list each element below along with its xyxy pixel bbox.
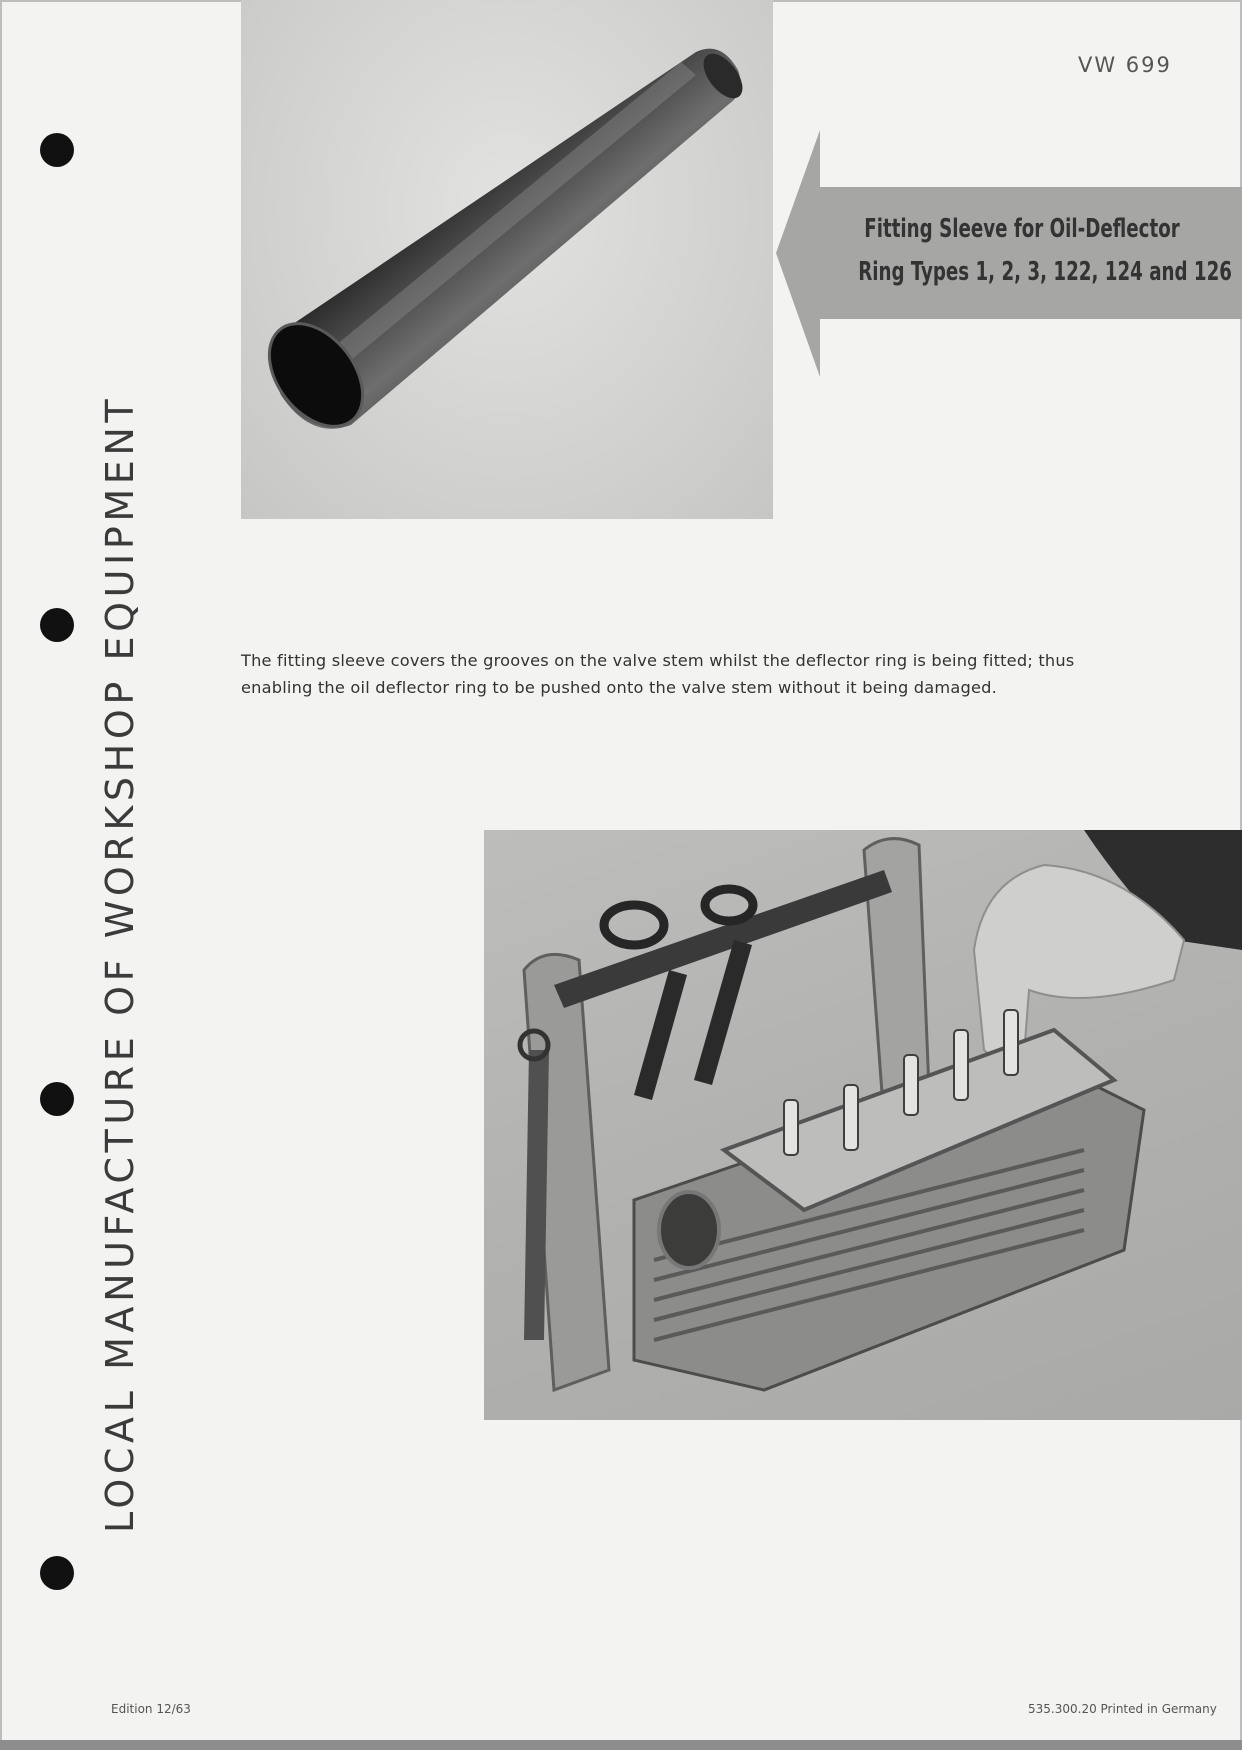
punch-hole bbox=[40, 1556, 74, 1590]
spine-title: LOCAL MANUFACTURE OF WORKSHOP EQUIPMENT bbox=[98, 394, 142, 1533]
scan-edge bbox=[0, 1740, 1242, 1750]
description-line-2: enabling the oil deflector ring to be pushed onto the valve stem without it being damaged. bbox=[241, 678, 997, 697]
edition-label: Edition 12/63 bbox=[111, 1702, 191, 1716]
punch-hole bbox=[40, 1082, 74, 1116]
title-line-1: Fitting Sleeve for Oil-Deflector bbox=[864, 214, 1180, 244]
description-line-1: The fitting sleeve covers the grooves on the valve stem whilst the deflector ring is being fitted; thus bbox=[241, 651, 1075, 670]
title-line-2: Ring Types 1, 2, 3, 122, 124 and 126 bbox=[858, 257, 1233, 287]
print-info: 535.300.20 Printed in Germany bbox=[1028, 1702, 1217, 1716]
fitting-sleeve-illustration bbox=[241, 0, 773, 519]
punch-hole bbox=[40, 133, 74, 167]
cylinder-head-fitting-photo bbox=[484, 830, 1242, 1420]
fitting-sleeve-photo bbox=[241, 0, 773, 519]
document-number: VW 699 bbox=[1078, 53, 1172, 77]
cylinder-head-illustration bbox=[484, 830, 1242, 1420]
page-title bbox=[858, 208, 1233, 294]
punch-hole bbox=[40, 608, 74, 642]
description-text bbox=[241, 647, 1121, 701]
heading-arrow-banner bbox=[776, 130, 1242, 377]
